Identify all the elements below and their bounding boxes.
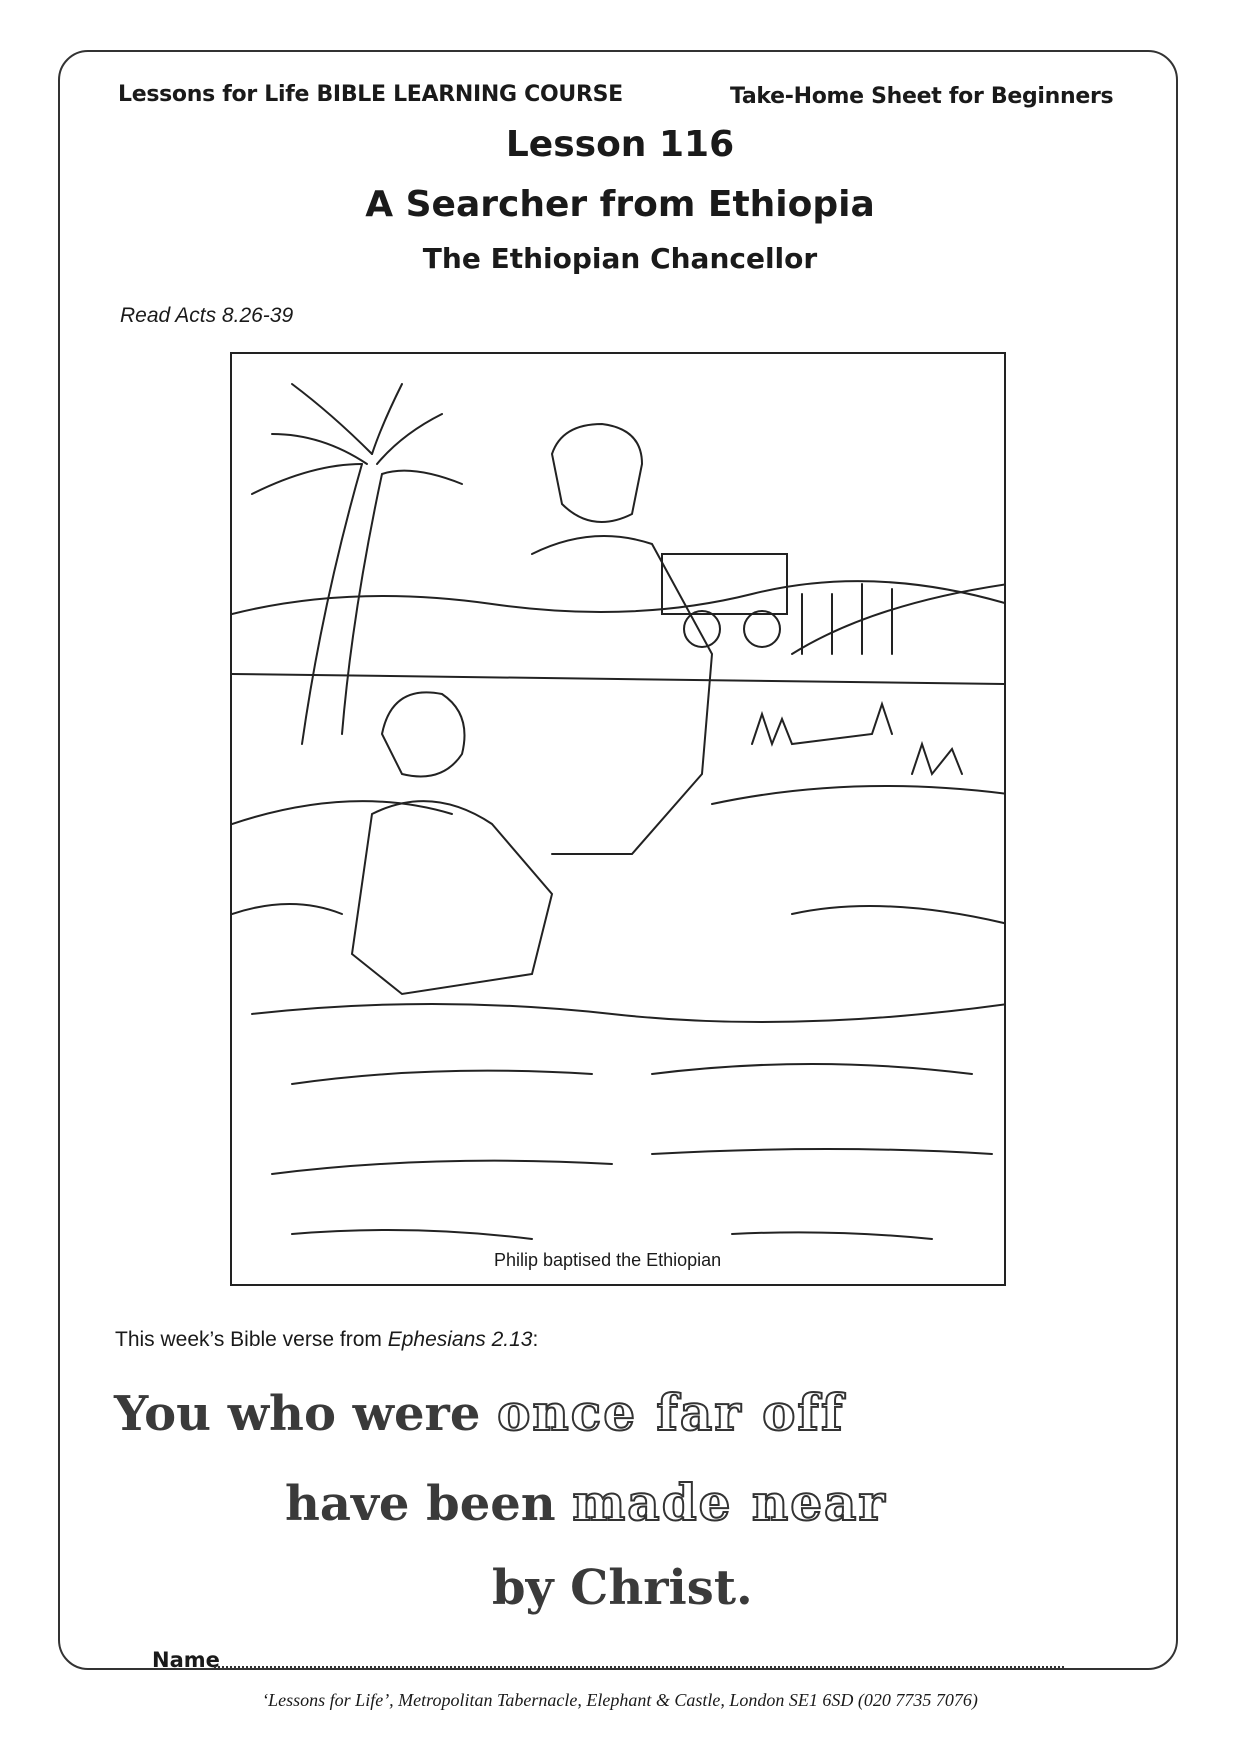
reading-reference: Read Acts 8.26-39	[120, 304, 294, 327]
lesson-subtitle: The Ethiopian Chancellor	[422, 242, 818, 275]
verse-line-2-plain: have been	[285, 1476, 573, 1532]
verse-intro	[115, 1328, 538, 1352]
verse-line-2	[285, 1473, 887, 1532]
lesson-number: Lesson 116	[505, 124, 735, 165]
course-title: Lessons for Life BIBLE LEARNING COURSE	[118, 82, 623, 107]
baptism-drawing	[232, 354, 1006, 1286]
sheet-type: Take-Home Sheet for Beginners	[730, 84, 1114, 109]
coloring-illustration	[230, 352, 1006, 1286]
illustration-caption: Philip baptised the Ethiopian	[490, 1250, 725, 1271]
verse-intro-end: :	[532, 1328, 539, 1351]
name-field[interactable]	[214, 1666, 1064, 1668]
verse-line-1-plain: You who were	[114, 1386, 498, 1442]
verse-line-1-outline: once far off	[497, 1383, 845, 1442]
verse-line-2-outline: made near	[572, 1473, 887, 1532]
verse-line-1	[114, 1383, 844, 1442]
lesson-title: A Searcher from Ethiopia	[365, 184, 875, 225]
verse-reference: Ephesians 2.13	[387, 1328, 533, 1351]
footer-address: ‘Lessons for Life’, Metropolitan Tabernacle, Elephant & Castle, London SE1 6SD (020 7735 7076)	[262, 1690, 978, 1710]
name-label: Name	[152, 1648, 220, 1672]
verse-line-3: by Christ.	[492, 1560, 753, 1616]
verse-intro-text: This week’s Bible verse from	[115, 1328, 388, 1351]
